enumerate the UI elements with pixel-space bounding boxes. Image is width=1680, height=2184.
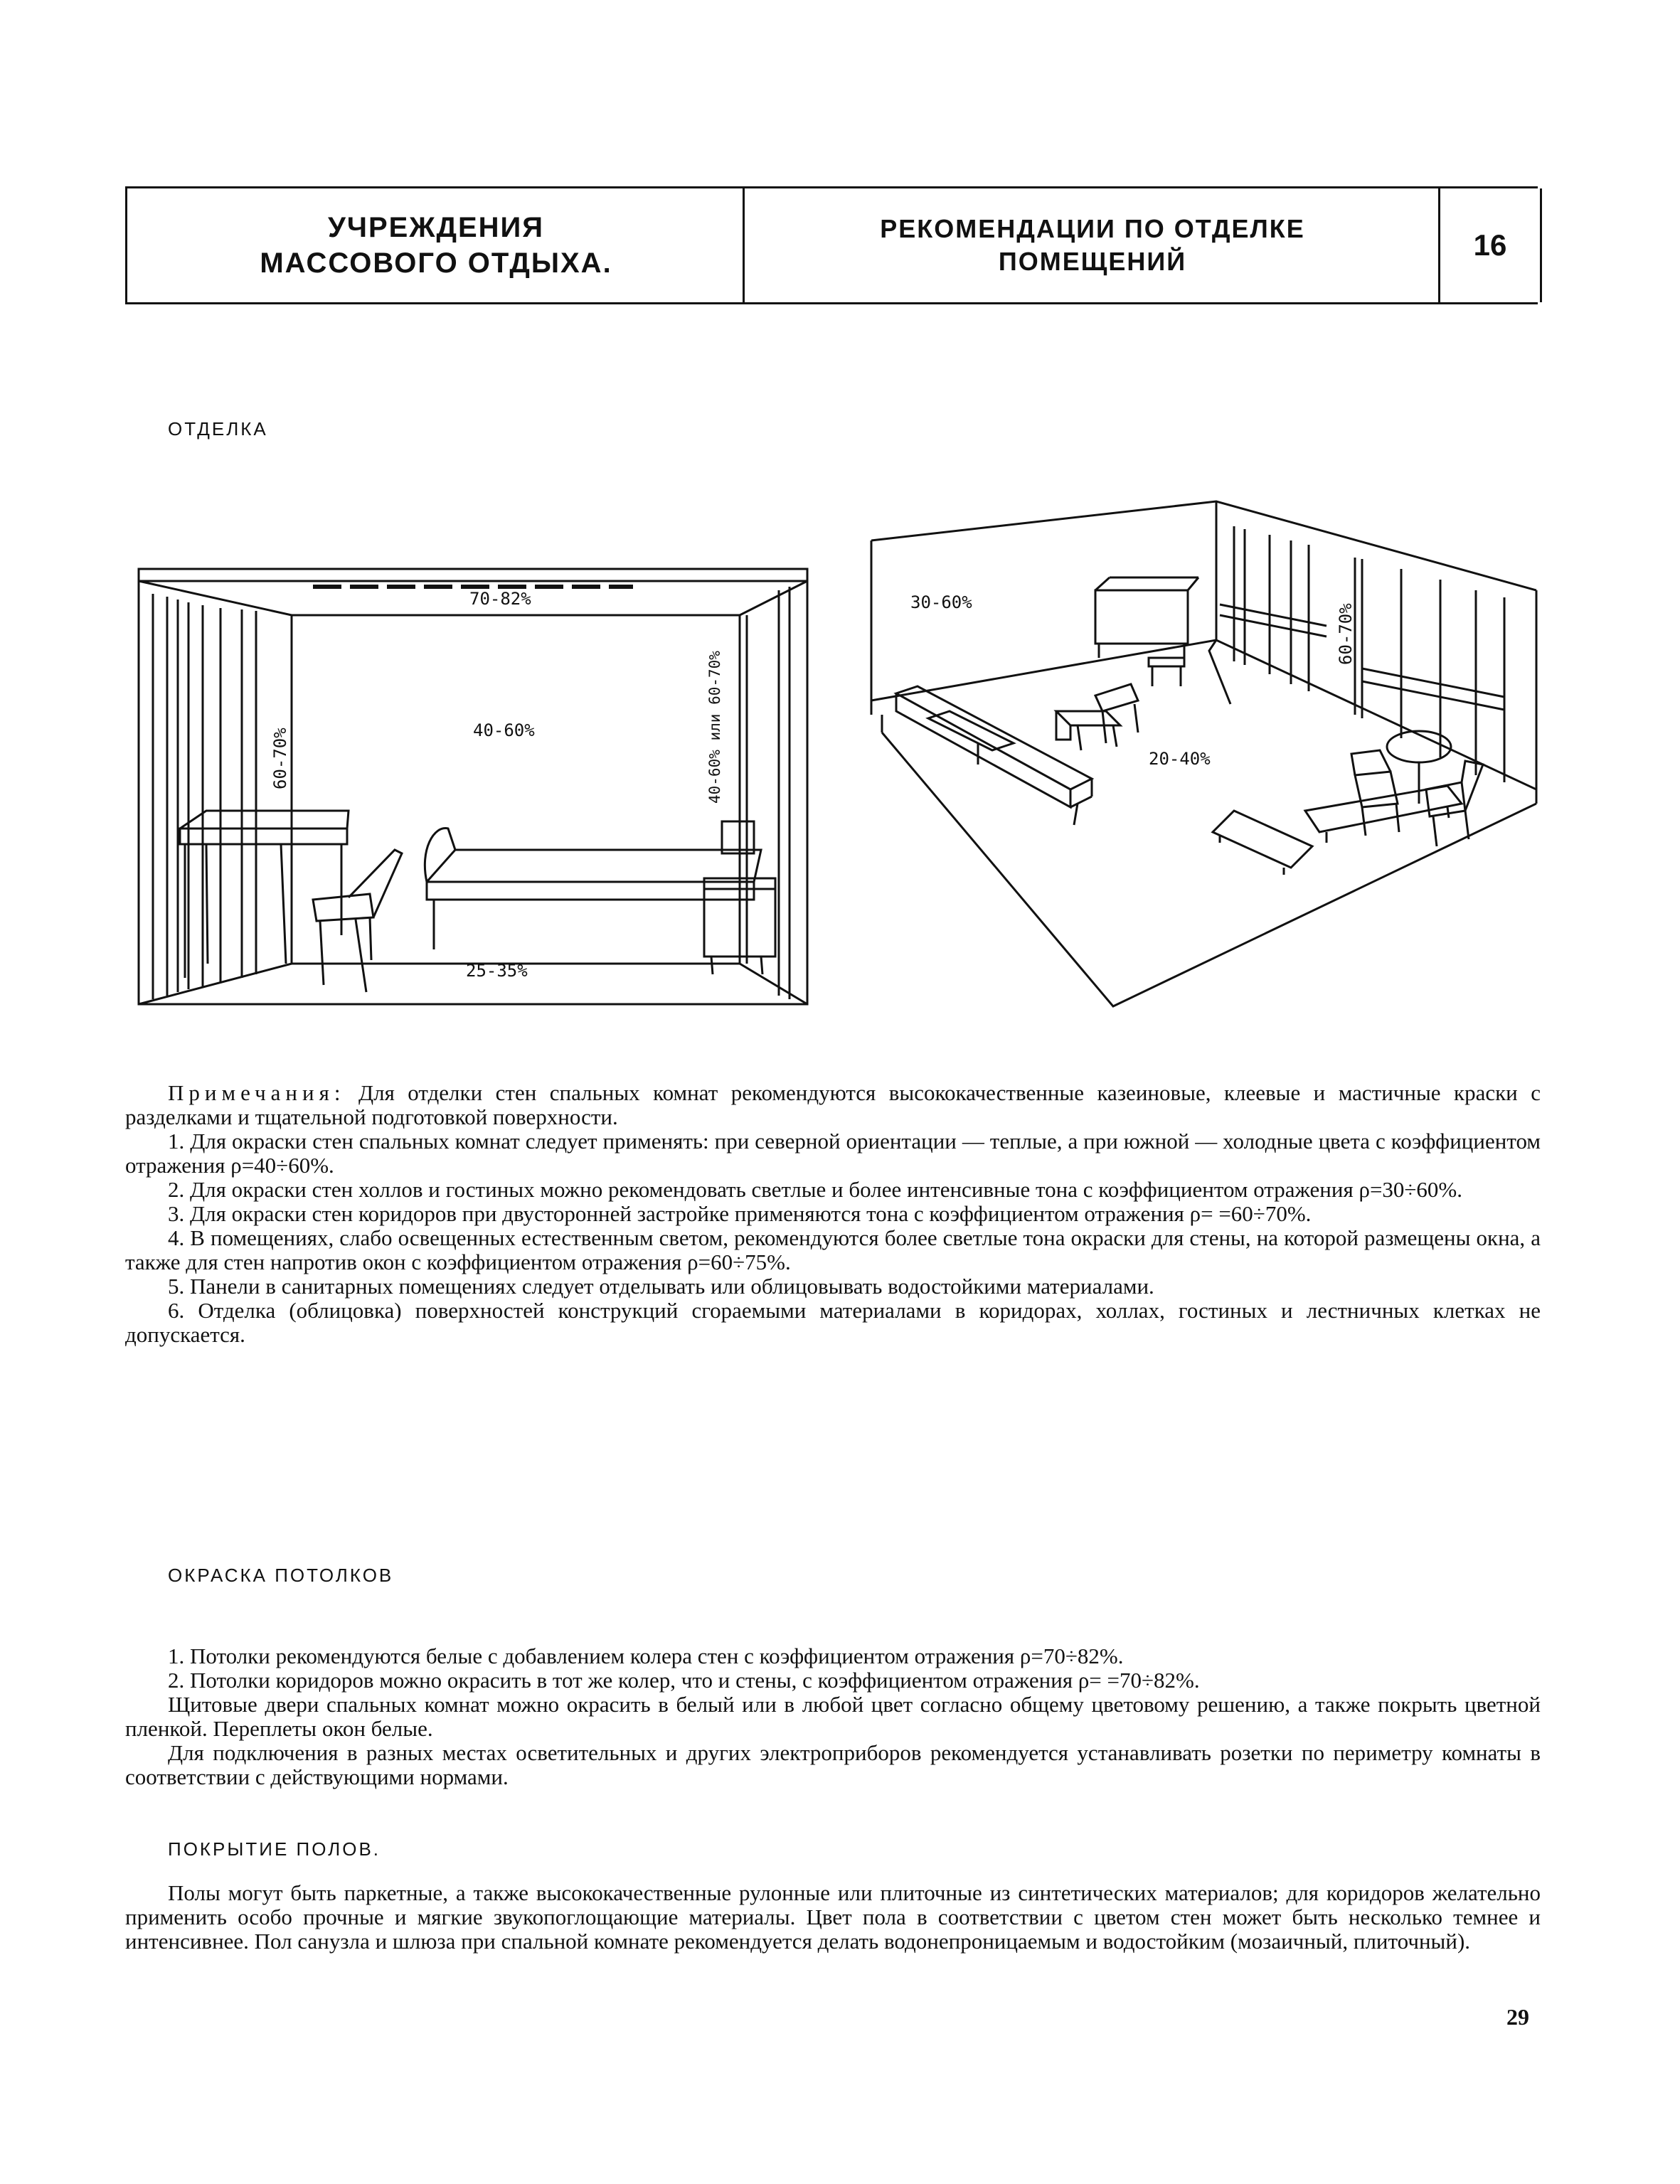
- header-topic-line1: РЕКОМЕНДАЦИИ ПО ОТДЕЛКЕ: [880, 214, 1305, 243]
- header-topic-line2: ПОМЕЩЕНИЙ: [998, 247, 1187, 276]
- ceilings-paragraph-2: 2. Потолки коридоров можно окрасить в тот же колер, что и стены, с коэффициентом отражения ρ= =70÷82%.: [168, 1668, 1200, 1693]
- living-left-wall-label: 30-60%: [910, 592, 972, 612]
- bedroom-right-wall-label: 40-60% или 60-70%: [706, 651, 723, 804]
- note-5: 5. Панели в санитарных помещениях следует отделывать или облицовывать водостойкими материалами.: [168, 1274, 1154, 1299]
- section-title-floors: ПОКРЫТИЕ ПОЛОВ.: [168, 1838, 381, 1860]
- note-2: 2. Для окраски стен холлов и гостиных можно рекомендовать светлые и более интенсивные тона с коэффициентом отражения ρ=30÷60%.: [168, 1177, 1463, 1202]
- floors-paragraph: Полы могут быть паркетные, а также высококачественные рулонные или плиточные из синтетических материалов; для коридоров желательно применить особо прочные и мягкие звукопоглощающие материалы. Цвет пола в соответствии с цветом стен может быть несколько темнее и интенсивнее. Пол санузла и шлюза при спальной комнате рекомендуется делать водонепроницаемым и водостойким (мозаичный, плиточный).: [125, 1880, 1541, 1954]
- header-title-line1: УЧРЕЖДЕНИЯ: [327, 212, 545, 243]
- sheet-header: [125, 186, 1538, 304]
- bedroom-ceiling-label: 70-82%: [469, 589, 531, 609]
- bedroom-floor-label: 25-35%: [466, 961, 528, 981]
- header-institution-title: [125, 188, 745, 302]
- bedroom-back-wall-label: 40-60%: [473, 720, 535, 740]
- note-4: 4. В помещениях, слабо освещенных естественным светом, рекомендуются более светлые тона окраски для стены, на которой размещены окна, а также для стен напротив окон с коэффициентом отражения ρ=60÷75%.: [125, 1225, 1541, 1274]
- notes-intro-paragraph: [125, 1081, 1541, 1129]
- note-6: 6. Отделка (облицовка) поверхностей конструкций сгораемыми материалами в коридорах, холлах, гостиных и лестничных клетках не допускается.: [125, 1298, 1541, 1347]
- ceilings-paragraph-1: 1. Потолки рекомендуются белые с добавлением колера стен с коэффициентом отражения ρ=70÷82%.: [168, 1644, 1124, 1668]
- living-room-illustration: [864, 498, 1547, 1010]
- sockets-paragraph: Для подключения в разных местах осветительных и других электроприборов рекомендуется устанавливать розетки по периметру комнаты в соответствии с действующими нормами.: [125, 1740, 1541, 1789]
- doors-paragraph: Щитовые двери спальных комнат можно окрасить в белый или в любой цвет согласно общему цветовому решению, а также покрыть цветной пленкой. Переплеты окон белые.: [125, 1692, 1541, 1741]
- header-topic-title: [743, 188, 1440, 302]
- floors-block: [125, 1881, 1541, 1954]
- notes-block: [125, 1081, 1541, 1347]
- header-title-line2: МАССОВОГО ОТДЫХА.: [260, 247, 612, 279]
- section-title-ceilings: ОКРАСКА ПОТОЛКОВ: [168, 1565, 394, 1586]
- sheet-number: 16: [1438, 188, 1542, 302]
- note-1: 1. Для окраски стен спальных комнат следует применять: при северной ориентации — теплые, а при южной — холодные цвета с коэффициентом отражения ρ=40÷60%.: [125, 1129, 1541, 1178]
- page-number: 29: [1506, 2004, 1529, 2030]
- ceilings-block: [125, 1644, 1541, 1789]
- bedroom-illustration: [135, 565, 811, 1010]
- notes-label: Примечания:: [168, 1080, 346, 1105]
- section-title-finishing: ОТДЕЛКА: [168, 418, 268, 440]
- note-3: 3. Для окраски стен коридоров при двусторонней застройке применяются тона с коэффициентом отражения ρ= =60÷70%.: [168, 1201, 1312, 1226]
- living-floor-label: 20-40%: [1149, 749, 1211, 769]
- living-window-wall-label: 60-70%: [1336, 603, 1356, 665]
- bedroom-left-wall-label: 60-70%: [270, 728, 290, 789]
- notes-intro: Для отделки стен спальных комнат рекомендуются высококачественные казеиновые, клеевые и мастичные краски с разделками и тщательной подготовкой поверхности.: [125, 1080, 1541, 1129]
